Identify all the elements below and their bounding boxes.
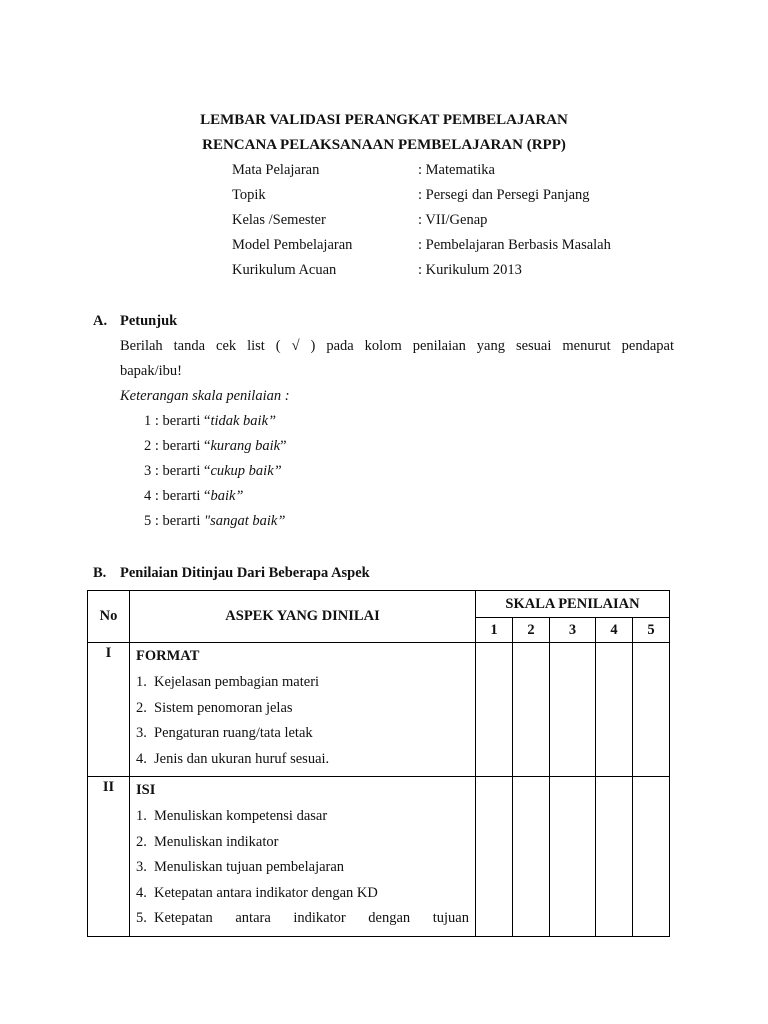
info-label: Mata Pelajaran bbox=[232, 162, 320, 178]
info-row-topik bbox=[232, 187, 652, 209]
item-text: Pengaturan ruang/tata letak bbox=[154, 725, 313, 741]
info-value: : Persegi dan Persegi Panjang bbox=[418, 187, 590, 203]
list-item bbox=[136, 855, 469, 881]
scale-heading: Keterangan skala penilaian : bbox=[120, 388, 290, 404]
list-item bbox=[136, 670, 469, 696]
section-a-title: Petunjuk bbox=[120, 313, 178, 329]
item-number: 5. bbox=[136, 910, 147, 926]
score-cell[interactable] bbox=[513, 643, 550, 777]
list-item bbox=[136, 881, 469, 907]
info-row-kurikulum-acuan bbox=[232, 262, 652, 284]
scale-column-5: 5 bbox=[633, 618, 670, 643]
score-cell[interactable] bbox=[550, 643, 596, 777]
assessment-table bbox=[87, 590, 670, 937]
list-item bbox=[136, 906, 469, 932]
scale-prefix: 2 : berarti “ bbox=[144, 438, 211, 454]
scale-column-1: 1 bbox=[476, 618, 513, 643]
section-b-title: Penilaian Ditinjau Dari Beberapa Aspek bbox=[120, 565, 370, 581]
item-number: 1. bbox=[136, 674, 147, 690]
list-item bbox=[136, 747, 469, 773]
aspect-cell bbox=[130, 777, 476, 937]
scale-suffix: ” bbox=[268, 413, 277, 429]
info-label: Kelas /Semester bbox=[232, 212, 326, 228]
group-number: I bbox=[88, 643, 130, 777]
aspect-cell bbox=[130, 643, 476, 777]
instruction-text-continued: bapak/ibu! bbox=[120, 363, 183, 379]
group-number: II bbox=[88, 777, 130, 937]
item-text: Ketepatan antara indikator dengan tujuan bbox=[154, 910, 469, 926]
list-item bbox=[136, 804, 469, 830]
list-item bbox=[136, 721, 469, 747]
info-row-kelas-semester bbox=[232, 212, 652, 234]
table-row bbox=[88, 643, 670, 777]
section-a-letter: A. bbox=[93, 313, 108, 329]
scale-column-2: 2 bbox=[513, 618, 550, 643]
column-header-no: No bbox=[88, 591, 130, 643]
scale-column-3: 3 bbox=[550, 618, 596, 643]
group-title: ISI bbox=[136, 782, 156, 798]
item-text: Ketepatan antara indikator dengan KD bbox=[154, 884, 378, 901]
section-b-letter: B. bbox=[93, 565, 107, 581]
score-cell[interactable] bbox=[596, 777, 633, 937]
table-row bbox=[88, 777, 670, 937]
scale-item bbox=[144, 438, 287, 455]
info-value: : VII/Genap bbox=[418, 212, 488, 228]
info-row-model-pembelajaran bbox=[232, 237, 652, 259]
item-number: 1. bbox=[136, 808, 147, 824]
info-label: Model Pembelajaran bbox=[232, 237, 353, 253]
item-text: Jenis dan ukuran huruf sesuai. bbox=[154, 750, 330, 767]
item-number: 2. bbox=[136, 833, 147, 850]
column-header-skala: SKALA PENILAIAN bbox=[476, 591, 670, 618]
column-header-aspek: ASPEK YANG DINILAI bbox=[130, 591, 476, 643]
instruction-text: Berilah tanda cek list ( √ ) pada kolom penilaian yang sesuai menurut pendapat bbox=[120, 338, 674, 354]
list-item bbox=[136, 830, 469, 856]
document-title: LEMBAR VALIDASI PERANGKAT PEMBELAJARAN bbox=[200, 112, 568, 128]
scale-prefix: 4 : berarti “ bbox=[144, 488, 211, 504]
info-row-mata-pelajaran bbox=[232, 162, 652, 184]
item-number: 4. bbox=[136, 750, 147, 767]
scale-item bbox=[144, 463, 282, 480]
scale-suffix: ” bbox=[277, 513, 286, 529]
item-text: Kejelasan pembagian materi bbox=[154, 674, 320, 690]
scale-prefix: 1 : berarti “ bbox=[144, 413, 211, 429]
scale-suffix: ” bbox=[273, 463, 282, 479]
scale-item bbox=[144, 513, 285, 530]
list-item bbox=[136, 696, 469, 722]
scale-term: baik bbox=[210, 488, 236, 504]
scale-term: "sangat baik bbox=[204, 513, 278, 529]
info-label: Topik bbox=[232, 187, 266, 203]
score-cell[interactable] bbox=[513, 777, 550, 937]
scale-term: tidak baik bbox=[210, 413, 269, 429]
scale-column-4: 4 bbox=[596, 618, 633, 643]
scale-term: kurang baik bbox=[210, 438, 281, 454]
item-number: 4. bbox=[136, 884, 147, 901]
scale-item bbox=[144, 488, 243, 505]
score-cell[interactable] bbox=[550, 777, 596, 937]
score-cell[interactable] bbox=[476, 777, 513, 937]
info-value: : Matematika bbox=[418, 162, 495, 178]
scale-term: cukup baik bbox=[210, 463, 274, 479]
info-value: : Pembelajaran Berbasis Masalah bbox=[418, 237, 611, 253]
item-number: 3. bbox=[136, 725, 147, 741]
item-text: Sistem penomoran jelas bbox=[154, 699, 293, 716]
scale-prefix: 3 : berarti “ bbox=[144, 463, 211, 479]
scale-item bbox=[144, 413, 276, 430]
score-cell[interactable] bbox=[633, 643, 670, 777]
group-title: FORMAT bbox=[136, 648, 200, 664]
item-text: Menuliskan indikator bbox=[154, 833, 279, 850]
item-text: Menuliskan kompetensi dasar bbox=[154, 808, 328, 824]
item-text: Menuliskan tujuan pembelajaran bbox=[154, 859, 345, 875]
scale-prefix: 5 : berarti bbox=[144, 513, 204, 529]
score-cell[interactable] bbox=[476, 643, 513, 777]
info-label: Kurikulum Acuan bbox=[232, 262, 337, 278]
item-number: 3. bbox=[136, 859, 147, 875]
scale-suffix: ” bbox=[280, 438, 287, 454]
document-subtitle: RENCANA PELAKSANAAN PEMBELAJARAN (RPP) bbox=[202, 137, 566, 153]
scale-suffix: ” bbox=[235, 488, 244, 504]
score-cell[interactable] bbox=[596, 643, 633, 777]
info-value: : Kurikulum 2013 bbox=[418, 262, 522, 278]
score-cell[interactable] bbox=[633, 777, 670, 937]
item-number: 2. bbox=[136, 699, 147, 716]
